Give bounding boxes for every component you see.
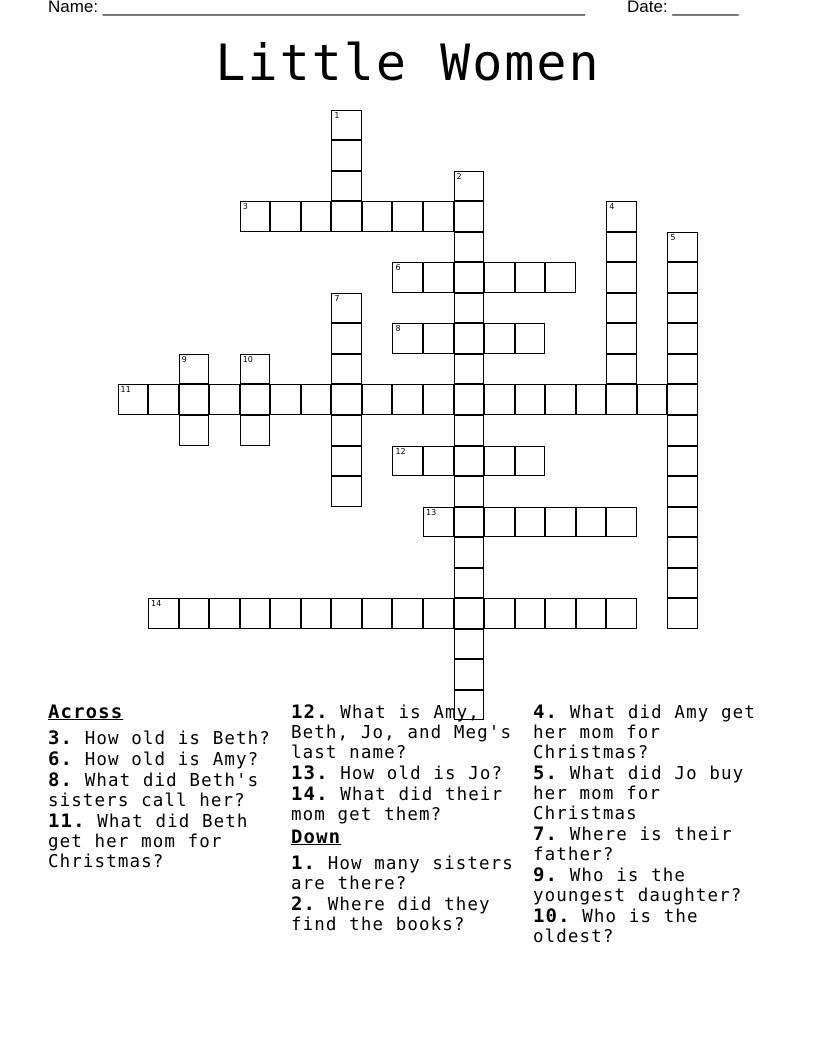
clue-text: What did Jo buy her mom for Christmas (533, 764, 745, 824)
crossword-cell[interactable] (637, 384, 668, 415)
clue-text: What did Beth's sisters call her? (48, 771, 260, 811)
crossword-cell[interactable] (179, 384, 210, 415)
crossword-cell[interactable] (515, 507, 546, 538)
crossword-cell[interactable] (484, 262, 515, 293)
crossword-cell[interactable] (454, 293, 485, 324)
date-field-label: Date: _______ (627, 0, 739, 16)
crossword-cell[interactable] (423, 446, 454, 477)
clue-across-8 (48, 770, 278, 811)
crossword-cell[interactable] (423, 262, 454, 293)
crossword-cell[interactable] (392, 323, 423, 354)
crossword-cell[interactable] (454, 323, 485, 354)
clue-number: 14. (291, 783, 329, 805)
across-heading: Across (48, 701, 124, 723)
cell-number: 13 (426, 507, 437, 517)
crossword-cell[interactable] (606, 232, 637, 263)
clue-text: What did Amy get her mom for Christmas? (533, 703, 756, 763)
puzzle-title: Little Women (215, 34, 601, 92)
crossword-cell[interactable] (667, 323, 698, 354)
clue-across-13 (291, 763, 523, 784)
down-heading: Down (291, 826, 342, 848)
crossword-cell[interactable] (331, 476, 362, 507)
clue-text: Who is the oldest? (533, 907, 699, 947)
crossword-cell[interactable] (667, 537, 698, 568)
crossword-cell[interactable] (301, 598, 332, 629)
cell-number: 4 (609, 202, 615, 212)
crossword-cell[interactable] (454, 354, 485, 385)
clues-column-3 (533, 702, 773, 947)
crossword-cell[interactable] (454, 659, 485, 690)
crossword-cell[interactable] (454, 262, 485, 293)
crossword-cell[interactable] (606, 201, 637, 232)
clue-down-10 (533, 906, 773, 947)
crossword-cell[interactable] (179, 354, 210, 385)
crossword-cell[interactable] (545, 598, 576, 629)
crossword-cell[interactable] (545, 507, 576, 538)
crossword-cell[interactable] (179, 415, 210, 446)
cell-number: 6 (395, 263, 401, 273)
crossword-cell[interactable] (331, 201, 362, 232)
clue-text: What is Amy, Beth, Jo, and Meg's last name? (291, 703, 513, 763)
crossword-cell[interactable] (331, 354, 362, 385)
crossword-cell[interactable] (515, 446, 546, 477)
crossword-cell[interactable] (484, 598, 515, 629)
crossword-cell[interactable] (301, 384, 332, 415)
crossword-cell[interactable] (515, 262, 546, 293)
crossword-cell[interactable] (545, 384, 576, 415)
clue-number: 9. (533, 864, 559, 886)
clue-down-7 (533, 824, 773, 865)
clue-text: Where did they find the books? (291, 895, 491, 935)
clue-number: 3. (48, 727, 74, 749)
clue-text: How old is Amy? (73, 750, 260, 770)
crossword-cell[interactable] (515, 598, 546, 629)
clue-across-6 (48, 749, 278, 770)
crossword-cell[interactable] (240, 415, 271, 446)
crossword-cell[interactable] (667, 507, 698, 538)
crossword-cell[interactable] (454, 384, 485, 415)
cell-number: 5 (670, 232, 676, 242)
crossword-cell[interactable] (667, 568, 698, 599)
crossword-cell[interactable] (576, 598, 607, 629)
crossword-cell[interactable] (454, 598, 485, 629)
crossword-cell[interactable] (606, 323, 637, 354)
crossword-cell[interactable] (454, 446, 485, 477)
crossword-cell[interactable] (667, 415, 698, 446)
crossword-cell[interactable] (270, 384, 301, 415)
crossword-cell[interactable] (667, 232, 698, 263)
crossword-cell[interactable] (545, 262, 576, 293)
crossword-cell[interactable] (484, 384, 515, 415)
clue-text: How many sisters are there? (291, 854, 514, 894)
cell-number: 3 (242, 202, 248, 212)
cell-number: 9 (181, 354, 187, 364)
crossword-cell[interactable] (423, 384, 454, 415)
crossword-cell[interactable] (362, 598, 393, 629)
crossword-cell[interactable] (392, 446, 423, 477)
cell-number: 1 (334, 110, 340, 120)
clue-number: 8. (48, 769, 74, 791)
crossword-cell[interactable] (606, 598, 637, 629)
clue-text: How old is Beth? (73, 729, 271, 749)
cell-number: 12 (395, 446, 406, 456)
clue-number: 11. (48, 810, 86, 832)
name-field-label: Name: ___________________________________________________ (48, 0, 585, 16)
crossword-cell[interactable] (667, 476, 698, 507)
crossword-cell[interactable] (331, 384, 362, 415)
crossword-cell[interactable] (454, 415, 485, 446)
crossword-cell[interactable] (148, 384, 179, 415)
clue-number: 4. (533, 701, 559, 723)
crossword-cell[interactable] (667, 293, 698, 324)
crossword-cell[interactable] (454, 201, 485, 232)
clue-text: How old is Jo? (328, 764, 504, 784)
crossword-cell[interactable] (392, 598, 423, 629)
cell-number: 11 (120, 385, 131, 395)
crossword-cell[interactable] (454, 629, 485, 660)
crossword-cell[interactable] (209, 384, 240, 415)
clue-text: What did their mom get them? (291, 785, 504, 825)
crossword-cell[interactable] (454, 232, 485, 263)
clue-down-2 (291, 894, 523, 935)
clue-across-3 (48, 728, 278, 749)
crossword-cell[interactable] (118, 384, 149, 415)
clue-down-1 (291, 853, 523, 894)
crossword-cell[interactable] (423, 323, 454, 354)
crossword-cell[interactable] (362, 384, 393, 415)
clue-across-11 (48, 811, 278, 872)
crossword-cell[interactable] (484, 446, 515, 477)
clue-down-9 (533, 865, 773, 906)
crossword-cell[interactable] (515, 384, 546, 415)
crossword-cell[interactable] (270, 201, 301, 232)
crossword-cell[interactable] (331, 446, 362, 477)
crossword-cell[interactable] (331, 598, 362, 629)
crossword-cell[interactable] (667, 262, 698, 293)
crossword-cell[interactable] (454, 476, 485, 507)
crossword-cell[interactable] (331, 140, 362, 171)
clue-number: 6. (48, 748, 74, 770)
crossword-cell[interactable] (515, 323, 546, 354)
crossword-cell[interactable] (209, 598, 240, 629)
crossword-cell[interactable] (484, 507, 515, 538)
crossword-cell[interactable] (667, 446, 698, 477)
crossword-cell[interactable] (240, 598, 271, 629)
crossword-cell[interactable] (240, 354, 271, 385)
crossword-cell[interactable] (454, 507, 485, 538)
clue-number: 7. (533, 823, 559, 845)
clues-column-2 (291, 702, 523, 935)
clue-across-12 (291, 702, 523, 763)
crossword-cell[interactable] (454, 568, 485, 599)
crossword-cell[interactable] (667, 384, 698, 415)
clue-number: 5. (533, 762, 559, 784)
crossword-cell[interactable] (240, 201, 271, 232)
clue-down-4 (533, 702, 773, 763)
crossword-cell[interactable] (576, 384, 607, 415)
clue-text: What did Beth get her mom for Christmas? (48, 812, 249, 872)
clue-down-5 (533, 763, 773, 824)
crossword-cell[interactable] (301, 201, 332, 232)
crossword-cell[interactable] (331, 323, 362, 354)
clue-number: 12. (291, 701, 329, 723)
crossword-cell[interactable] (331, 293, 362, 324)
crossword-cell[interactable] (423, 598, 454, 629)
clue-number: 1. (291, 852, 317, 874)
crossword-cell[interactable] (606, 384, 637, 415)
crossword-cell[interactable] (331, 110, 362, 141)
clue-number: 2. (291, 893, 317, 915)
crossword-cell[interactable] (331, 415, 362, 446)
crossword-cell[interactable] (240, 384, 271, 415)
crossword-cell[interactable] (667, 598, 698, 629)
crossword-cell[interactable] (606, 262, 637, 293)
crossword-cell[interactable] (454, 171, 485, 202)
clue-text: Who is the youngest daughter? (533, 866, 743, 906)
crossword-cell[interactable] (423, 507, 454, 538)
crossword-cell[interactable] (270, 598, 301, 629)
crossword-cell[interactable] (576, 507, 607, 538)
crossword-cell[interactable] (423, 201, 454, 232)
cell-number: 7 (334, 293, 340, 303)
clues-column-1 (48, 702, 278, 872)
crossword-cell[interactable] (392, 384, 423, 415)
crossword-cell[interactable] (606, 507, 637, 538)
clue-number: 13. (291, 762, 329, 784)
crossword-cell[interactable] (606, 293, 637, 324)
clue-across-14 (291, 784, 523, 825)
crossword-cell[interactable] (606, 354, 637, 385)
crossword-cell[interactable] (667, 354, 698, 385)
crossword-cell[interactable] (454, 537, 485, 568)
crossword-cell[interactable] (179, 598, 210, 629)
clue-text: Where is their father? (533, 825, 733, 865)
crossword-cell[interactable] (392, 201, 423, 232)
clue-number: 10. (533, 905, 571, 927)
crossword-cell[interactable] (392, 262, 423, 293)
crossword-cell[interactable] (148, 598, 179, 629)
crossword-cell[interactable] (331, 171, 362, 202)
crossword-cell[interactable] (362, 201, 393, 232)
cell-number: 10 (242, 354, 253, 364)
cell-number: 2 (456, 171, 462, 181)
crossword-cell[interactable] (484, 323, 515, 354)
cell-number: 8 (395, 324, 401, 334)
cell-number: 14 (151, 599, 162, 609)
